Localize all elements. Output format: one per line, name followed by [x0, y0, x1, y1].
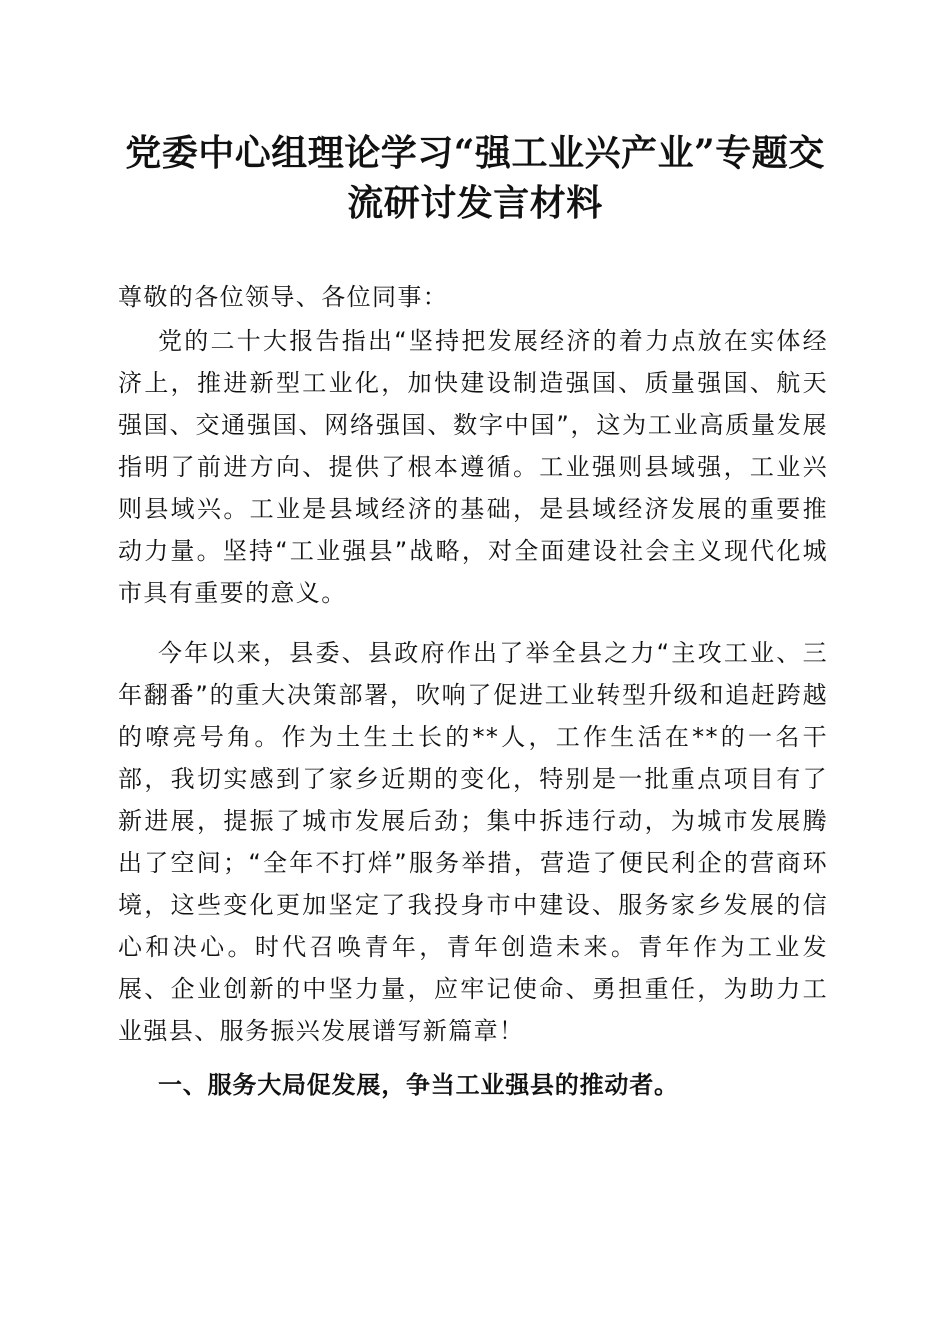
section-heading: 一、服务大局促发展，争当工业强县的推动者。 [158, 1071, 679, 1099]
body-paragraph-1: 党的二十大报告指出“坚持把发展经济的着力点放在实体经济上，推进新型工业化，加快建设制造强国、质量强国、航天强国、交通强国、网络强国、数字中国”，这为工业高质量发展指明了前进方向、提供了根本遵循。工业强则县域强，工业兴则县域兴。工业是县域经济的基础，是县域经济发展的重要推动力量。坚持“工业强县”战略，对全面建设社会主义现代化城市具有重要的意义。 [118, 327, 828, 607]
body-paragraph-2: 今年以来，县委、县政府作出了举全县之力“主攻工业、三年翻番”的重大决策部署，吹响了促进工业转型升级和追赶跨越的嘹亮号角。作为土生土长的**人，工作生活在**的一名干部，我切实感到了家乡近期的变化，特别是一批重点项目有了新进展，提振了城市发展后劲；集中拆违行动，为城市发展腾出了空间；“全年不打烊”服务举措，营造了便民利企的营商环境，这些变化更加坚定了我投身市中建设、服务家乡发展的信心和决心。时代召唤青年，青年创造未来。青年作为工业发展、企业创新的中坚力量，应牢记使命、勇担重任，为助力工业强县、服务振兴发展谱写新篇章！ [118, 639, 828, 1045]
document-title: 党委中心组理论学习“强工业兴产业”专题交流研讨发言材料 [125, 132, 825, 224]
salutation: 尊敬的各位领导、各位同事： [118, 283, 449, 311]
